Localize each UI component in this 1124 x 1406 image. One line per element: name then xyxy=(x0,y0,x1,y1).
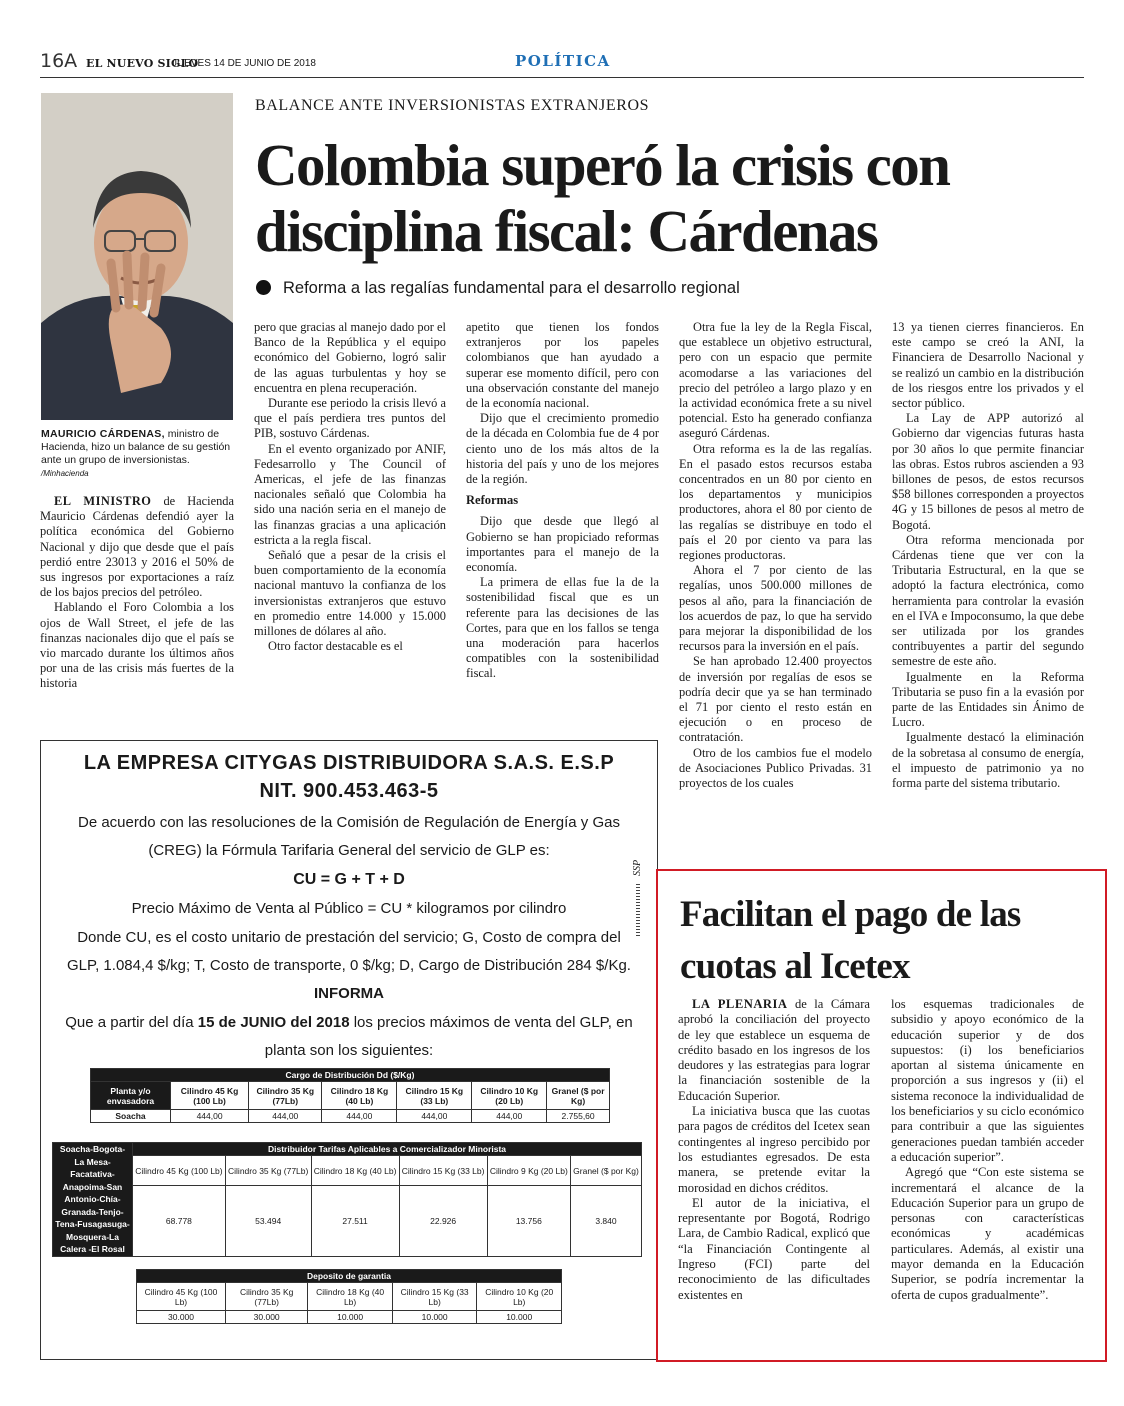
paragraph: Se han aprobado 12.400 proyectos de inversión por regalías de esos se podría decir que ya se han terminado el 71 por ciento el resto están en ejecución o en proceso de contratación. xyxy=(679,654,872,745)
minister-illustration xyxy=(41,93,233,420)
paragraph: Ahora el 7 por ciento de las regalías, unos 500.000 millones de pesos al año, para la financiación de los acuerdos de paz, lo que ha servido para mejorar la disponibilidad de los recursos para la inversión en el país. xyxy=(679,563,872,654)
table-cell: 27.511 xyxy=(311,1186,399,1256)
paragraph: pero que gracias al manejo dado por el Banco de la República y el equipo económico del Gobierno, logró salir de las aguas turbulentas y hoy se encuentra en plena recuperación. xyxy=(254,320,446,395)
paragraph: Agregó que “Con este sistema se incrementará el alcance de la Educación Superior para un grupo de personas con características económicas y académicas particulares. Además, al existir una mayor demanda en la Educación Superior, se podría incrementar la oferta de cupos gradualmente”. xyxy=(891,1165,1084,1302)
table-header: Cilindro 45 Kg (100 Lb) xyxy=(137,1283,226,1311)
ad-date: 15 de JUNIO del 2018 xyxy=(197,1014,350,1031)
paragraph-text: de Hacienda Mauricio Cárdenas defendió ayer la política económica del Gobierno Nacional y dijo que desde que el país perdió entre 23013 y 2016 el 50% de sus ingresos por exportaciones a raíz de los bajos precios del petróleo. xyxy=(40,494,234,600)
table-header: Cilindro 45 Kg (100 Lb) xyxy=(171,1082,249,1110)
table-cell: 22.926 xyxy=(399,1186,487,1256)
table-header: Cilindro 18 Kg (40 Lb) xyxy=(311,1156,399,1186)
paragraph: Otro factor destacable es el xyxy=(268,639,403,654)
paragraph: Igualmente en la Reforma Tributaria se puso fin a la evasión por parte de las Entidades sin Ánimo de Lucro. xyxy=(892,669,1084,730)
paragraph: Durante ese periodo la crisis llevó a que el país perdiera tres puntos del PIB, sostuvo Cárdenas. xyxy=(254,396,446,441)
stamp-barcode xyxy=(636,882,640,936)
ad-text: Que a partir del día xyxy=(65,1014,198,1031)
article-column-3 xyxy=(466,320,659,682)
paragraph: 13 ya tienen cierres financieros. En este campo se creó la ANI, la Financiera de Desarrollo Nacional y se realizó un cambio en la distribución de los riesgos entre los privados y el sector público. xyxy=(892,320,1084,411)
table-header: Granel ($ por Kg) xyxy=(570,1156,641,1186)
article-column-1 xyxy=(40,494,234,692)
distribution-charge-table xyxy=(90,1068,610,1123)
table-cell: 444,00 xyxy=(249,1110,322,1123)
paragraph: La iniciativa busca que las cuotas para pagos de créditos del Icetex sean contingentes al ingreso percibido por los estudiantes egresados. De esta manera, se pretende evitar la morosidad en dichos créditos. xyxy=(678,1104,870,1195)
table-header: Cilindro 18 Kg (40 Lb) xyxy=(308,1283,393,1311)
table-cell: 30.000 xyxy=(226,1311,308,1324)
paragraph xyxy=(40,494,234,600)
page-header xyxy=(40,46,1084,78)
table-header: Cilindro 35 Kg (77Lb) xyxy=(249,1082,322,1110)
article-column-2 xyxy=(254,320,446,654)
caption-credit: /Minhacienda xyxy=(41,469,89,478)
brief-column-2 xyxy=(891,997,1084,1303)
paragraph: Dijo que desde que llegó al Gobierno se han propiciado reformas importantes para el manejo de la economía. xyxy=(466,514,659,575)
article-subhead xyxy=(256,279,740,298)
paragraph: Igualmente destacó la eliminación de la sobretasa al consumo de energía, el impuesto de patrimonio ya no forma parte del sistema tributario. xyxy=(892,730,1084,791)
section-label: POLÍTICA xyxy=(515,52,611,70)
table-cell: 444,00 xyxy=(397,1110,472,1123)
caption-name: MAURICIO CÁRDENAS, xyxy=(41,428,165,440)
table-cell: 53.494 xyxy=(225,1186,311,1256)
table-header: Cilindro 35 Kg (77Lb) xyxy=(226,1283,308,1311)
paragraph: Otro de los cambios fue el modelo de Asociaciones Publico Privadas. 31 proyectos de los cuales xyxy=(679,745,872,791)
table-cell: 30.000 xyxy=(137,1311,226,1324)
lead-in: LA PLENARIA xyxy=(692,997,788,1011)
table-corner: Planta y/o envasadora xyxy=(91,1082,171,1110)
ad-line: (CREG) la Fórmula Tarifaria General del servicio de GLP es: xyxy=(148,842,550,859)
paragraph xyxy=(678,997,870,1104)
newspaper-name: EL NUEVO SIGLO xyxy=(86,57,199,70)
table-header: Cilindro 10 Kg (20 Lb) xyxy=(472,1082,547,1110)
table-corner: Soacha-Bogota-La Mesa-Facatativa-Anapoima-San Antonio-Chía-Granada-Tenjo-Tena-Fusagasuga-Mosquera-La Calera -El Rosal xyxy=(53,1143,133,1257)
paragraph: Hablando el Foro Colombia a los ojos de Wall Street, el jefe de las finanzas nacionales dijo que el país se vio marcado durante los últimos años por una de las crisis más fuertes de la historia xyxy=(40,600,234,691)
paragraph: los esquemas tradicionales de subsidio y apoyo económico de la educación superior y de dos supuestos: (i) los beneficiarios aportan al sistema únicamente en proporción a sus ingresos y (ii) el sistema reconoce la individualidad de los beneficiarios y su ciclo económico para contribuir a que las siguientes generaciones puedan también acceder a educación superior”. xyxy=(891,997,1084,1164)
table-cell: 10.000 xyxy=(392,1311,477,1324)
paragraph: En el evento organizado por ANIF, Fedesarrollo y The Council of Americas, el jefe de las finanzas nacionales señaló que Colombia ha sido una nación seria en el manejo de las finanzas gracias a una aplicación estricta a la regla fiscal. xyxy=(254,441,446,547)
bullet-icon xyxy=(256,280,271,295)
caption-text: ministro de Hacienda, hizo un balance de su gestión ante un grupo de inversionistas. xyxy=(41,428,231,466)
table-cell: 444,00 xyxy=(171,1110,249,1123)
ad-line: GLP, 1.084,4 $/kg; T, Costo de transporte, 0 $/kg; D, Cargo de Distribución 284 $/Kg. xyxy=(67,957,631,974)
ad-formula: CU = G + T + D xyxy=(293,871,405,888)
brief-column-1 xyxy=(678,997,870,1303)
deposit-table xyxy=(136,1269,562,1324)
ad-informa: INFORMA xyxy=(314,985,384,1002)
paragraph: apetito que tienen los fondos extranjeros por los papeles colombianos que han ayudado a superar ese momento difícil, pero con una observación constante del manejo de la economía nacional. xyxy=(466,320,659,411)
paragraph: El autor de la iniciativa, el representante por Bogotá, Rodrigo Lara, de Cambio Radical, explicó que “la Financiación Contingente al Ingreso (FCI) parte del reconocimiento de las dificultades existentes en xyxy=(678,1195,870,1302)
section-heading: Reformas xyxy=(466,493,519,508)
table-cell: 68.778 xyxy=(133,1186,226,1256)
subhead-text: Reforma a las regalías fundamental para el desarrollo regional xyxy=(283,279,740,297)
paragraph: La primera de ellas fue la de la sostenibilidad fiscal que es un referente para las decisiones de las Cortes, para que en los fallos se tenga una moderación para hacerlos compatibles con la sostenibilidad fiscal. xyxy=(466,575,659,681)
table-cell: 444,00 xyxy=(472,1110,547,1123)
paragraph: La Lay de APP autorizó al Gobierno dar vigencias futuras hasta por 30 años lo que permite financiar las obras. Estos rubros ascienden a 93 billones de pesos, de estos recursos $58 billones corresponden a proyectos 4G y 15 billones de pesos al metro de Bogotá. xyxy=(892,411,1084,532)
paragraph: Otra reforma es la de las regalías. En el pasado estos recursos estaba concentrados en un 80 por ciento en los departamentos y municipios productores, ahora el 80 por ciento de las regalías se distribuye en todo el país el 20 por ciento va para las regiones productoras. xyxy=(679,441,872,563)
stamp-text: SSP xyxy=(632,859,643,876)
table-header: Cilindro 15 Kg (33 Lb) xyxy=(397,1082,472,1110)
citygas-notice xyxy=(40,740,658,1360)
ad-line: Donde CU, es el costo unitario de prestación del servicio; G, Costo de compra del xyxy=(77,929,621,946)
issue-date: JUEVES 14 DE JUNIO DE 2018 xyxy=(172,58,316,69)
table-cell: 10.000 xyxy=(477,1311,562,1324)
table-title: Cargo de Distribución Dd ($/Kg) xyxy=(91,1069,610,1082)
article-headline: Colombia superó la crisis con disciplina fiscal: Cárdenas xyxy=(255,132,950,264)
table-cell: 13.756 xyxy=(487,1186,570,1256)
page-number: 16A xyxy=(40,50,78,72)
table-header: Cilindro 10 Kg (20 Lb) xyxy=(477,1283,562,1311)
table-cell: 2.755,60 xyxy=(547,1110,610,1123)
ad-line: De acuerdo con las resoluciones de la Comisión de Regulación de Energía y Gas xyxy=(78,814,620,831)
minister-photo xyxy=(41,93,233,420)
paragraph: Otra fue la ley de la Regla Fiscal, que establece un objetivo estructural, pero con un espacio que permite acomodarse a las variaciones del precio del petróleo a largo plazo y en la actividad económica frete a su nivel potencial. Esto ha generado confianza aseguró Cárdenas. xyxy=(679,320,872,441)
table-header: Cilindro 18 Kg (40 Lb) xyxy=(322,1082,397,1110)
table-title: Deposito de garantia xyxy=(137,1270,562,1283)
ad-nit: NIT. 900.453.463-5 xyxy=(259,780,439,802)
table-cell: 444,00 xyxy=(322,1110,397,1123)
lead-in: EL MINISTRO xyxy=(54,494,152,508)
paragraph: Dijo que el crecimiento promedio de la década en Colombia fue de 4 por ciento uno de los más altos de la historia del país y uno de los mejores de la región. xyxy=(466,411,659,487)
article-column-5 xyxy=(892,320,1084,791)
ad-line: Precio Máximo de Venta al Público = CU * kilogramos por cilindro xyxy=(131,900,567,917)
paragraph-text: de la Cámara aprobó la conciliación del proyecto de ley que establece un esquema de crédito basado en los ingresos de los deudores y las estrategias para lograr la financiación sostenible de la Educación Superior. xyxy=(678,997,870,1103)
ad-title: LA EMPRESA CITYGAS DISTRIBUIDORA S.A.S. E.S.P xyxy=(83,752,615,774)
table-header: Cilindro 15 Kg (33 Lb) xyxy=(392,1283,477,1311)
ad-text: los precios máximos de venta del GLP, en xyxy=(349,1014,633,1031)
paragraph: Otra reforma mencionada por Cárdenas tiene que ver con la Tributaria Estructural, en la que se adoptó la factura electrónica, como herramienta para controlar la evasión en el IVA e Impoconsumo, la que debe ser utilizada por los grandes contribuyentes a partir del segundo semestre de este año. xyxy=(892,532,1084,669)
table-header: Cilindro 15 Kg (33 Lb) xyxy=(399,1156,487,1186)
ssp-stamp xyxy=(632,856,644,936)
table-cell: 10.000 xyxy=(308,1311,393,1324)
ad-line: planta son los siguientes: xyxy=(264,1042,434,1059)
ad-line xyxy=(41,1014,657,1031)
table-header: Cilindro 45 Kg (100 Lb) xyxy=(133,1156,226,1186)
brief-headline: Facilitan el pago de las cuotas al Icetex xyxy=(680,894,1021,987)
table-title: Distribuidor Tarifas Aplicables a Comercializador Minorista xyxy=(133,1143,642,1156)
article-kicker: BALANCE ANTE INVERSIONISTAS EXTRANJEROS xyxy=(255,97,650,114)
table-header: Cilindro 35 Kg (77Lb) xyxy=(225,1156,311,1186)
table-header: Cilindro 9 Kg (20 Lb) xyxy=(487,1156,570,1186)
article-column-4 xyxy=(679,320,872,791)
retail-tariff-table xyxy=(52,1142,642,1257)
table-header: Granel ($ por Kg) xyxy=(547,1082,610,1110)
table-cell: 3.840 xyxy=(570,1186,641,1256)
paragraph: Señaló que a pesar de la crisis el buen comportamiento de la economía nacional mantuvo la confianza de los inversionistas extranjeros que estuvo en promedio entre 14.000 y 15.000 millones de dólares al año. xyxy=(254,548,446,639)
photo-caption xyxy=(41,428,236,480)
table-row-label: Soacha xyxy=(91,1110,171,1123)
